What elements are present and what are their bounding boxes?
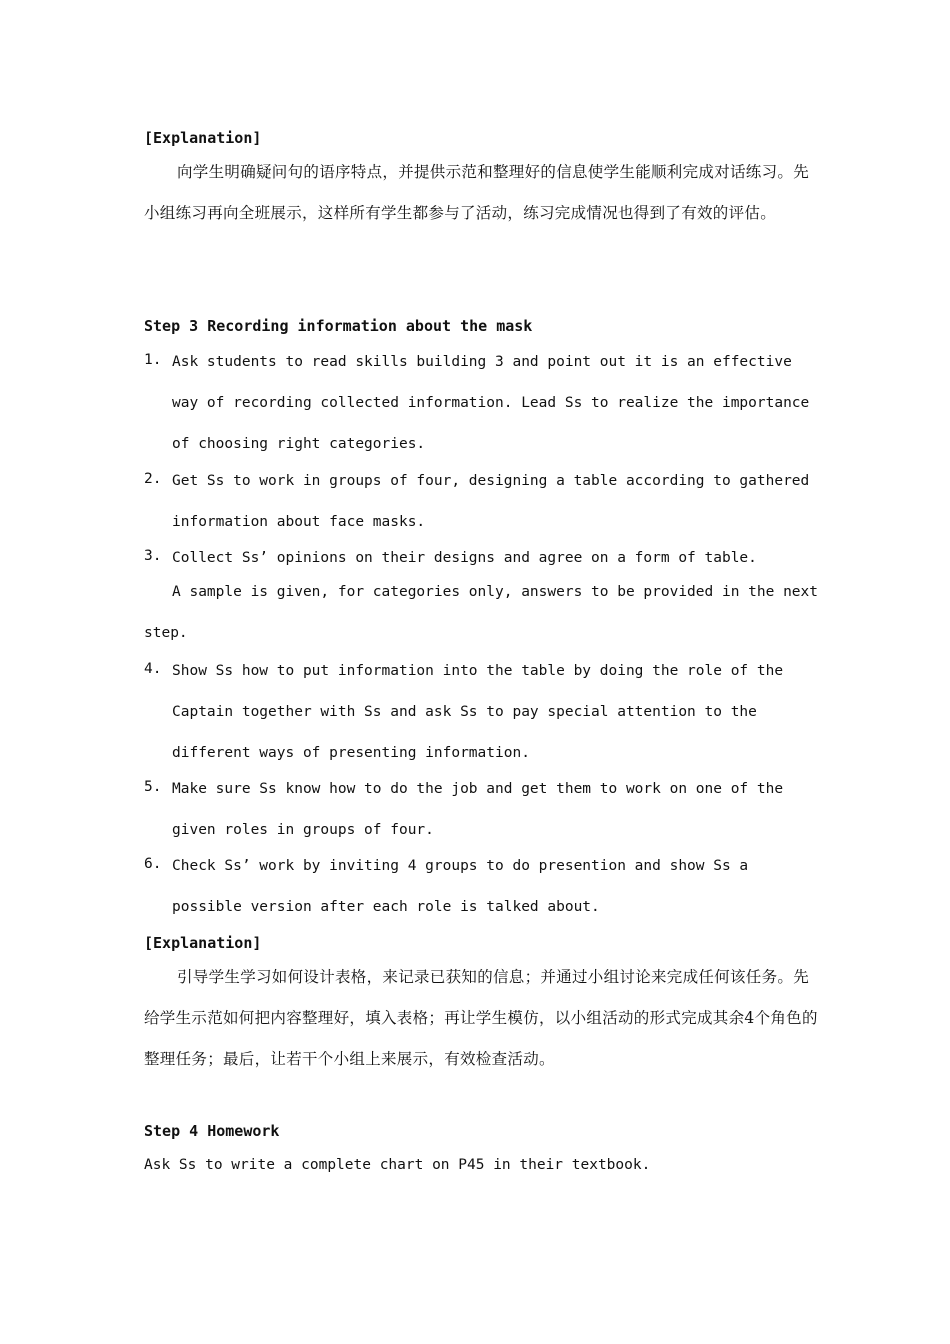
list-item-text: Collect Ss’ opinions on their designs and agree on a form of table. <box>172 550 757 566</box>
sample-note-text: A sample is given, for categories only, answers to be provided in the next step. <box>144 584 819 641</box>
list-item-number: 1. <box>144 352 162 368</box>
list-item-1 <box>144 352 824 465</box>
explanation-heading-2: [Explanation] <box>144 934 262 952</box>
list-item-4 <box>144 661 824 774</box>
list-item-text: Get Ss to work in groups of four, designing a table according to gathered information about face masks. <box>172 473 810 530</box>
homework-text: Ask Ss to write a complete chart on P45 in their textbook. <box>144 1157 651 1173</box>
list-item-text: Make sure Ss know how to do the job and get them to work on one of the given roles in groups of four. <box>172 781 784 838</box>
list-item-text: Show Ss how to put information into the table by doing the role of the Captain together with Ss and ask Ss to pay special attention to the different ways of presenting information. <box>172 663 784 761</box>
step4-heading: Step 4 Homework <box>144 1122 280 1140</box>
list-item-6 <box>144 856 824 928</box>
explanation-paragraph-1: 向学生明确疑问句的语序特点，并提供示范和整理好的信息使学生能顺利完成对话练习。先小组练习再向全班展示，这样所有学生都参与了活动，练习完成情况也得到了有效的评估。 <box>144 163 810 222</box>
list-item-text: Ask students to read skills building 3 and point out it is an effective way of recording collected information. Lead Ss to realize the importance of choosing right categories. <box>172 354 810 452</box>
explanation-paragraph-2: 引导学生学习如何设计表格，来记录已获知的信息；并通过小组讨论来完成任何该任务。先给学生示范如何把内容整理好，填入表格；再让学生模仿，以小组活动的形式完成其余4个角色的整理任务；最后，让若干个小组上来展示，有效检查活动。 <box>144 968 818 1068</box>
sample-note <box>144 572 824 654</box>
list-item-text: Check Ss’ work by inviting 4 groups to do presention and show Ss a possible version after each role is talked about. <box>172 858 749 915</box>
explanation-heading-1: [Explanation] <box>144 129 262 147</box>
list-item-number: 5. <box>144 779 162 795</box>
list-item-number: 2. <box>144 471 162 487</box>
list-item-number: 4. <box>144 661 162 677</box>
step3-heading: Step 3 Recording information about the mask <box>144 317 533 335</box>
list-item-number: 6. <box>144 856 162 872</box>
list-item-2 <box>144 471 824 543</box>
list-item-number: 3. <box>144 548 162 564</box>
list-item-5 <box>144 779 824 851</box>
